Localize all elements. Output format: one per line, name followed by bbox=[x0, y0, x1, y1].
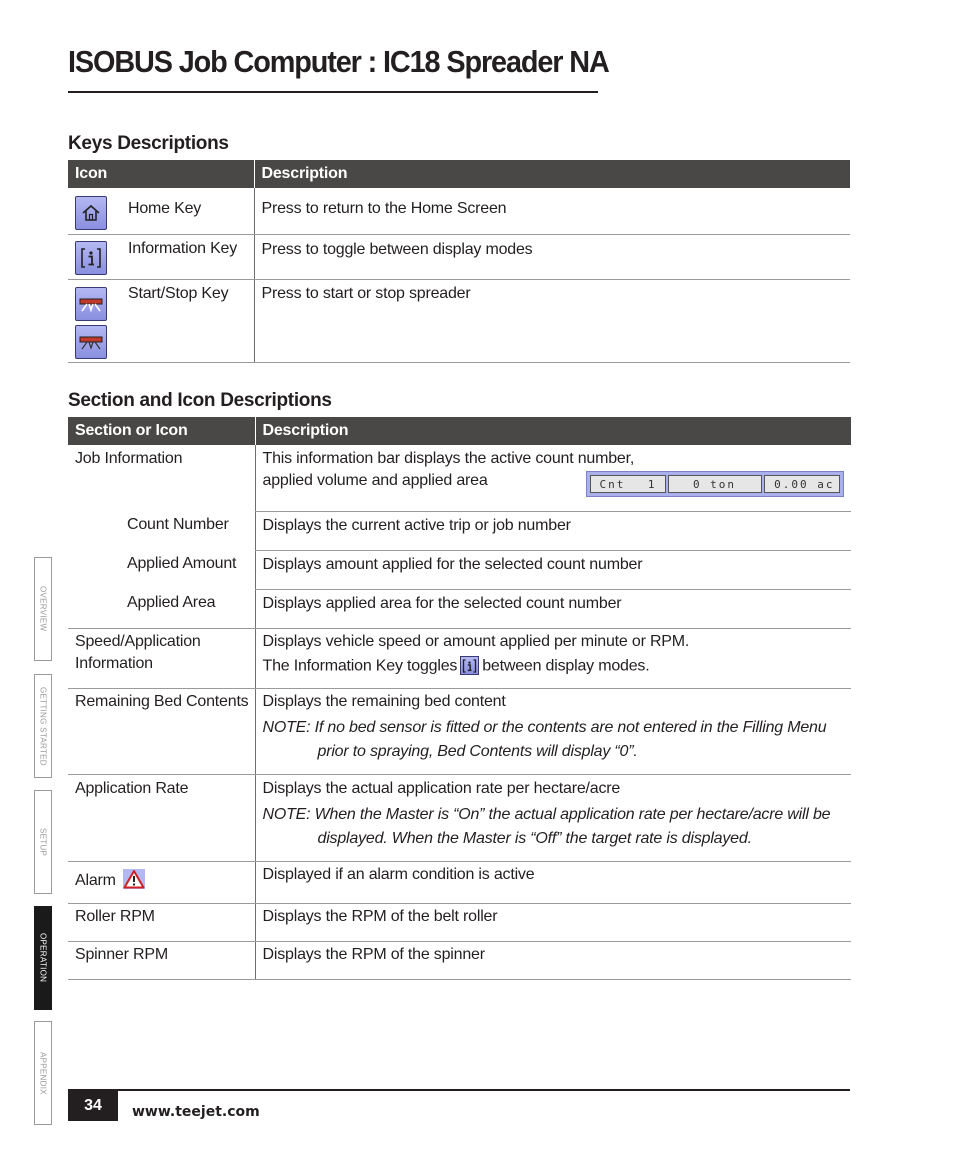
footer-url[interactable]: www.teejet.com bbox=[132, 1104, 260, 1120]
roller-rpm-description: Displays the RPM of the belt roller bbox=[255, 904, 851, 942]
spinner-rpm-description: Displays the RPM of the spinner bbox=[255, 942, 851, 980]
speed-label-line1: Speed/Application bbox=[75, 633, 201, 650]
home-key-label: Home Key bbox=[128, 200, 202, 217]
sections-col-section: Section or Icon bbox=[68, 417, 255, 445]
keys-table bbox=[68, 160, 850, 363]
sections-heading: Section and Icon Descriptions bbox=[68, 390, 332, 411]
table-row bbox=[68, 550, 851, 589]
speed-desc-line2-after: between display modes. bbox=[482, 657, 650, 675]
table-row bbox=[68, 775, 851, 862]
table-row bbox=[68, 862, 851, 904]
job-info-desc-line1: This information bar displays the active count number, bbox=[262, 450, 635, 467]
side-tab-overview[interactable] bbox=[34, 557, 52, 661]
speed-desc-line2-before: The Information Key toggles bbox=[262, 657, 458, 675]
table-row bbox=[68, 689, 851, 775]
page-title: ISOBUS Job Computer : IC18 Spreader NA bbox=[68, 44, 609, 79]
title-underline bbox=[68, 91, 598, 93]
count-value: 1 bbox=[647, 477, 657, 491]
bed-contents-label: Remaining Bed Contents bbox=[68, 689, 255, 775]
job-info-desc-line2: applied volume and applied area bbox=[262, 472, 488, 489]
spreader-stop-icon bbox=[75, 325, 107, 359]
sections-col-description: Description bbox=[255, 417, 851, 445]
table-row bbox=[68, 235, 850, 280]
bed-contents-note-line2: prior to spraying, Bed Contents will display “0”. bbox=[317, 743, 638, 760]
table-row bbox=[68, 445, 851, 511]
applied-area-description: Displays applied area for the selected count number bbox=[255, 589, 851, 629]
table-row bbox=[68, 188, 850, 235]
application-rate-description: Displays the actual application rate per hectare/acre bbox=[262, 780, 621, 797]
area-cell: 0.00 ac bbox=[764, 475, 840, 493]
applied-amount-description: Displays amount applied for the selected count number bbox=[255, 550, 851, 589]
spreader-start-icon bbox=[75, 287, 107, 321]
info-key-description: Press to toggle between display modes bbox=[254, 235, 850, 280]
alarm-description: Displayed if an alarm condition is active bbox=[255, 862, 851, 904]
start-stop-key-label: Start/Stop Key bbox=[128, 285, 229, 302]
side-tab-getting-started[interactable] bbox=[34, 674, 52, 778]
alarm-label: Alarm bbox=[75, 872, 116, 889]
sections-table bbox=[68, 417, 851, 980]
page-number: 34 bbox=[68, 1091, 118, 1121]
warning-icon bbox=[123, 869, 145, 889]
bed-contents-note-line1: NOTE: If no bed sensor is fitted or the contents are not entered in the Filling Menu bbox=[262, 719, 827, 736]
applied-amount-label: Applied Amount bbox=[127, 555, 237, 572]
side-tab-setup[interactable] bbox=[34, 790, 52, 894]
table-row bbox=[68, 942, 851, 980]
count-number-label: Count Number bbox=[127, 516, 229, 533]
spinner-rpm-label: Spinner RPM bbox=[68, 942, 255, 980]
speed-desc-line1: Displays vehicle speed or amount applied per minute or RPM. bbox=[262, 633, 690, 650]
start-stop-key-description: Press to start or stop spreader bbox=[254, 280, 850, 363]
application-rate-note-line1: NOTE: When the Master is “On” the actual application rate per hectare/acre will be bbox=[262, 806, 831, 823]
keys-heading: Keys Descriptions bbox=[68, 133, 229, 154]
bed-contents-description: Displays the remaining bed content bbox=[262, 693, 506, 710]
volume-cell: 0 ton bbox=[668, 475, 762, 493]
side-tab-appendix-label: APPENDIX bbox=[38, 1051, 48, 1095]
application-rate-label: Application Rate bbox=[68, 775, 255, 862]
table-row bbox=[68, 280, 850, 363]
home-key-description: Press to return to the Home Screen bbox=[254, 188, 850, 235]
count-label: Cnt bbox=[599, 477, 626, 491]
footer-rule bbox=[68, 1089, 850, 1091]
side-tab-operation[interactable] bbox=[34, 906, 52, 1010]
side-tab-setup-label: SETUP bbox=[38, 827, 48, 857]
count-cell bbox=[590, 475, 666, 493]
side-tab-overview-label: OVERVIEW bbox=[38, 586, 48, 632]
speed-label-line2: Information bbox=[75, 655, 153, 672]
info-icon bbox=[460, 656, 479, 675]
home-icon bbox=[75, 196, 107, 230]
keys-col-description: Description bbox=[254, 160, 850, 188]
job-information-bar bbox=[586, 471, 844, 497]
table-row bbox=[68, 904, 851, 942]
info-key-label: Information Key bbox=[128, 240, 238, 257]
job-info-label: Job Information bbox=[75, 450, 183, 467]
count-number-description: Displays the current active trip or job number bbox=[255, 511, 851, 550]
table-row bbox=[68, 589, 851, 629]
info-icon bbox=[75, 241, 107, 275]
application-rate-note-line2: displayed. When the Master is “Off” the target rate is displayed. bbox=[317, 830, 752, 847]
roller-rpm-label: Roller RPM bbox=[68, 904, 255, 942]
side-tab-operation-label: OPERATION bbox=[38, 933, 48, 983]
keys-col-icon: Icon bbox=[68, 160, 254, 188]
applied-area-label: Applied Area bbox=[68, 589, 255, 629]
table-row bbox=[68, 629, 851, 689]
side-tab-getting-started-label: GETTING STARTED bbox=[38, 686, 48, 766]
side-tab-appendix[interactable] bbox=[34, 1021, 52, 1125]
table-row bbox=[68, 511, 851, 550]
